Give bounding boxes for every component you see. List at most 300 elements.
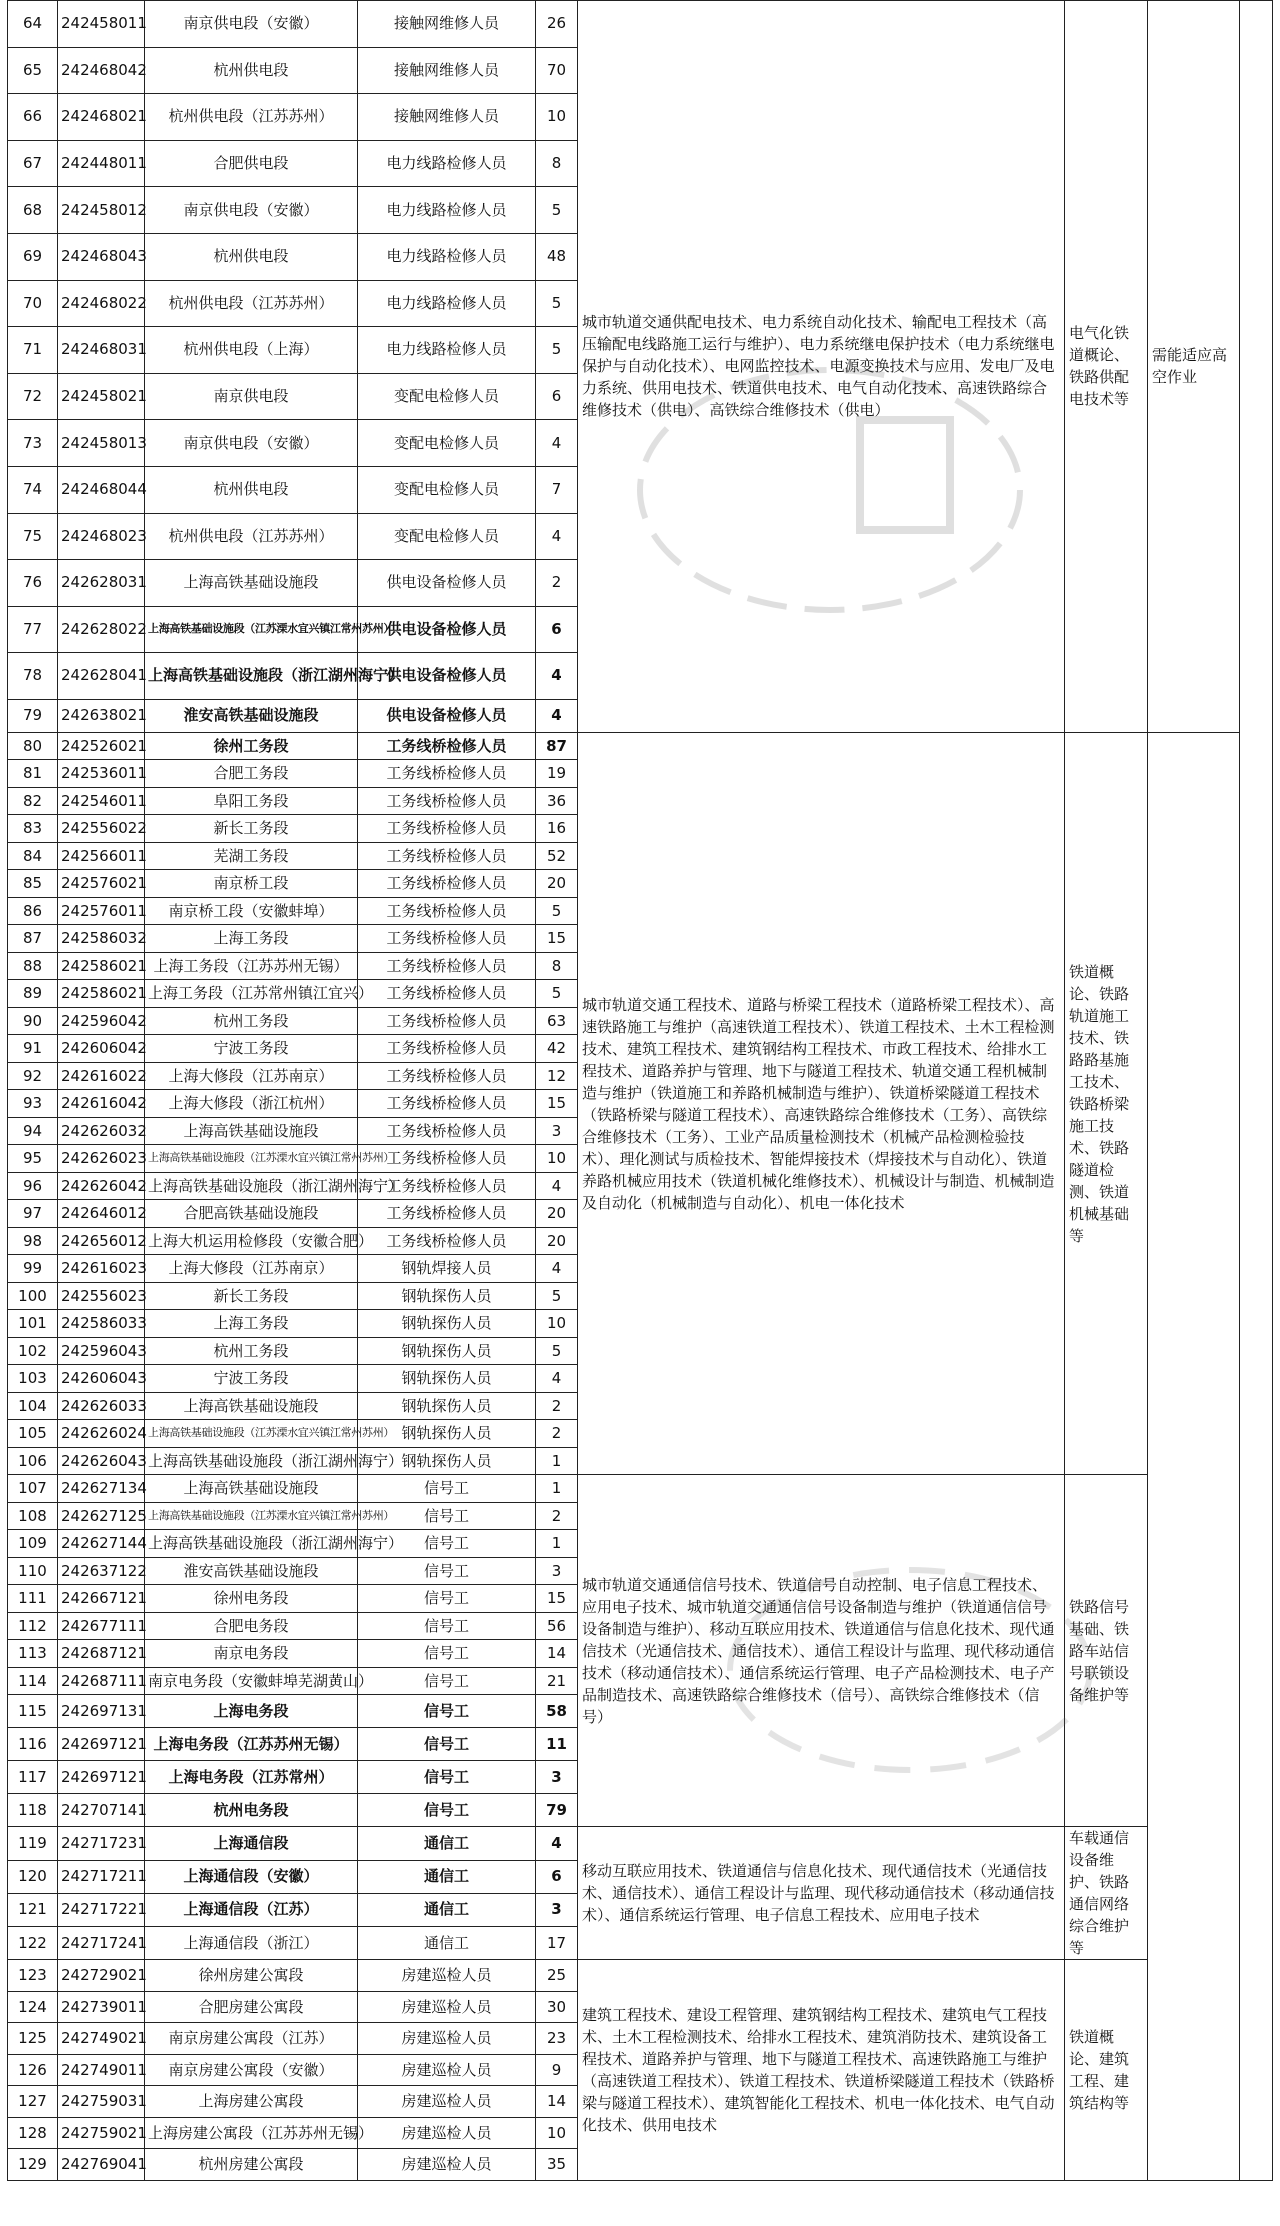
position-code: 242626033: [58, 1392, 145, 1420]
recruiting-unit: 杭州供电段（江苏苏州）: [145, 513, 358, 560]
row-number: 80: [8, 732, 58, 760]
recruiting-unit: 上海高铁基础设施段（江苏溧水宜兴镇江常州苏州）: [145, 606, 358, 653]
headcount: 4: [536, 653, 578, 700]
job-title: 电力线路检修人员: [358, 327, 536, 374]
recruiting-unit: 杭州房建公寓段: [145, 2149, 358, 2181]
recruiting-unit: 上海高铁基础设施段（浙江湖州海宁）: [145, 653, 358, 700]
job-title: 信号工: [358, 1761, 536, 1794]
job-title: 钢轨探伤人员: [358, 1392, 536, 1420]
exam-courses: 电气化铁道概论、铁路供配电技术等: [1065, 1, 1148, 733]
row-number: 107: [8, 1475, 58, 1503]
headcount: 3: [536, 1761, 578, 1794]
headcount: 1: [536, 1447, 578, 1475]
job-title: 房建巡检人员: [358, 1960, 536, 1992]
headcount: 5: [536, 327, 578, 374]
row-number: 111: [8, 1585, 58, 1613]
job-title: 电力线路检修人员: [358, 233, 536, 280]
job-title: 房建巡检人员: [358, 2086, 536, 2118]
recruiting-unit: 杭州供电段: [145, 233, 358, 280]
job-title: 工务线桥检修人员: [358, 732, 536, 760]
job-title: 工务线桥检修人员: [358, 1062, 536, 1090]
row-number: 67: [8, 140, 58, 187]
job-title: 信号工: [358, 1728, 536, 1761]
headcount: 10: [536, 2117, 578, 2149]
row-number: 127: [8, 2086, 58, 2118]
recruiting-unit: 杭州供电段: [145, 466, 358, 513]
position-code: 242677111: [58, 1612, 145, 1640]
recruiting-unit: 上海工务段: [145, 925, 358, 953]
recruiting-unit: 南京供电段（安徽）: [145, 187, 358, 234]
job-title: 信号工: [358, 1502, 536, 1530]
headcount: 20: [536, 1227, 578, 1255]
headcount: 10: [536, 94, 578, 141]
headcount: 2: [536, 1392, 578, 1420]
row-number: 65: [8, 47, 58, 94]
row-number: 76: [8, 560, 58, 607]
headcount: 5: [536, 1282, 578, 1310]
headcount: 42: [536, 1035, 578, 1063]
position-code: 242556022: [58, 815, 145, 843]
position-code: 242468022: [58, 280, 145, 327]
row-number: 113: [8, 1640, 58, 1668]
table-row: [8, 1475, 1273, 1503]
recruiting-unit: 杭州工务段: [145, 1337, 358, 1365]
position-code: 242586032: [58, 925, 145, 953]
position-code: 242667121: [58, 1585, 145, 1613]
position-code: 242576011: [58, 897, 145, 925]
headcount: 70: [536, 47, 578, 94]
row-number: 125: [8, 2023, 58, 2055]
recruiting-unit: 杭州供电段: [145, 47, 358, 94]
headcount: 20: [536, 1200, 578, 1228]
recruiting-unit: 上海高铁基础设施段: [145, 1117, 358, 1145]
headcount: 2: [536, 560, 578, 607]
headcount: 14: [536, 1640, 578, 1668]
headcount: 12: [536, 1062, 578, 1090]
row-number: 118: [8, 1794, 58, 1827]
position-code: 242586021: [58, 952, 145, 980]
position-code: 242468031: [58, 327, 145, 374]
job-title: 变配电检修人员: [358, 373, 536, 420]
job-title: 工务线桥检修人员: [358, 897, 536, 925]
position-code: 242566011: [58, 842, 145, 870]
position-code: 242606043: [58, 1365, 145, 1393]
headcount: 5: [536, 280, 578, 327]
recruiting-unit: 上海通信段（安徽）: [145, 1860, 358, 1893]
job-title: 变配电检修人员: [358, 420, 536, 467]
row-number: 85: [8, 870, 58, 898]
job-title: 信号工: [358, 1612, 536, 1640]
row-number: 99: [8, 1255, 58, 1283]
row-number: 69: [8, 233, 58, 280]
headcount: 2: [536, 1420, 578, 1448]
row-number: 64: [8, 1, 58, 48]
exam-courses: 铁路信号基础、铁路车站信号联锁设备维护等: [1065, 1475, 1148, 1827]
job-title: 信号工: [358, 1557, 536, 1585]
job-title: 房建巡检人员: [358, 2149, 536, 2181]
row-number: 106: [8, 1447, 58, 1475]
position-code: 242458021: [58, 373, 145, 420]
recruiting-unit: 上海工务段（江苏常州镇江宜兴）: [145, 980, 358, 1008]
row-number: 120: [8, 1860, 58, 1893]
edge-cell: [1240, 1, 1273, 2181]
recruiting-unit: 南京房建公寓段（安徽）: [145, 2054, 358, 2086]
row-number: 129: [8, 2149, 58, 2181]
job-title: 供电设备检修人员: [358, 699, 536, 732]
row-number: 128: [8, 2117, 58, 2149]
job-title: 工务线桥检修人员: [358, 980, 536, 1008]
position-code: 242626023: [58, 1145, 145, 1173]
position-code: 242729021: [58, 1960, 145, 1992]
position-code: 242468043: [58, 233, 145, 280]
recruiting-unit: 合肥工务段: [145, 760, 358, 788]
row-number: 110: [8, 1557, 58, 1585]
position-code: 242637122: [58, 1557, 145, 1585]
headcount: 9: [536, 2054, 578, 2086]
position-code: 242628022: [58, 606, 145, 653]
position-code: 242628031: [58, 560, 145, 607]
position-code: 242458012: [58, 187, 145, 234]
recruiting-unit: 上海高铁基础设施段（江苏溧水宜兴镇江常州苏州）: [145, 1145, 358, 1173]
job-title: 房建巡检人员: [358, 2023, 536, 2055]
job-title: 信号工: [358, 1695, 536, 1728]
row-number: 82: [8, 787, 58, 815]
headcount: 4: [536, 699, 578, 732]
headcount: 19: [536, 760, 578, 788]
position-code: 242627144: [58, 1530, 145, 1558]
recruiting-unit: 上海大修段（浙江杭州）: [145, 1090, 358, 1118]
row-number: 124: [8, 1991, 58, 2023]
recruiting-unit: 上海高铁基础设施段（浙江湖州海宁）: [145, 1530, 358, 1558]
job-title: 工务线桥检修人员: [358, 870, 536, 898]
row-number: 81: [8, 760, 58, 788]
row-number: 114: [8, 1667, 58, 1695]
job-title: 工务线桥检修人员: [358, 1117, 536, 1145]
recruiting-unit: 杭州供电段（江苏苏州）: [145, 94, 358, 141]
row-number: 116: [8, 1728, 58, 1761]
headcount: 1: [536, 1530, 578, 1558]
position-code: 242707141: [58, 1794, 145, 1827]
recruiting-unit: 杭州供电段（江苏苏州）: [145, 280, 358, 327]
recruiting-unit: 上海高铁基础设施段: [145, 1392, 358, 1420]
job-title: 钢轨焊接人员: [358, 1255, 536, 1283]
headcount: 15: [536, 1090, 578, 1118]
position-code: 242687111: [58, 1667, 145, 1695]
headcount: 56: [536, 1612, 578, 1640]
headcount: 79: [536, 1794, 578, 1827]
row-number: 88: [8, 952, 58, 980]
row-number: 70: [8, 280, 58, 327]
headcount: 10: [536, 1310, 578, 1338]
row-number: 109: [8, 1530, 58, 1558]
job-title: 工务线桥检修人员: [358, 815, 536, 843]
headcount: 5: [536, 187, 578, 234]
recruiting-unit: 南京桥工段（安徽蚌埠）: [145, 897, 358, 925]
exam-courses: 铁道概论、建筑工程、建筑结构等: [1065, 1960, 1148, 2181]
headcount: 11: [536, 1728, 578, 1761]
recruiting-unit: 上海工务段（江苏苏州无锡）: [145, 952, 358, 980]
row-number: 93: [8, 1090, 58, 1118]
position-code: 242627125: [58, 1502, 145, 1530]
position-code: 242697121: [58, 1761, 145, 1794]
recruiting-unit: 淮安高铁基础设施段: [145, 699, 358, 732]
recruiting-unit: 南京供电段: [145, 373, 358, 420]
row-number: 75: [8, 513, 58, 560]
required-majors: 建筑工程技术、建设工程管理、建筑钢结构工程技术、建筑电气工程技术、土木工程检测技术、给排水工程技术、建筑消防技术、建筑设备工程技术、道路养护与管理、地下与隧道工程技术、高速铁路施工与维护（高速铁道工程技术）、铁道工程技术、铁道桥梁隧道工程技术（铁路桥梁与隧道工程技术）、建筑智能化工程技术、机电一体化技术、电气自动化技术、供用电技术: [578, 1960, 1065, 2181]
position-code: 242628041: [58, 653, 145, 700]
row-number: 121: [8, 1893, 58, 1926]
job-title: 工务线桥检修人员: [358, 1145, 536, 1173]
headcount: 58: [536, 1695, 578, 1728]
position-code: 242717211: [58, 1860, 145, 1893]
position-code: 242448011: [58, 140, 145, 187]
row-number: 91: [8, 1035, 58, 1063]
job-title: 信号工: [358, 1585, 536, 1613]
row-number: 71: [8, 327, 58, 374]
recruiting-unit: 南京房建公寓段（江苏）: [145, 2023, 358, 2055]
required-majors: 移动互联应用技术、铁道通信与信息化技术、现代通信技术（光通信技术、通信技术）、通信工程设计与监理、现代移动通信技术（移动通信技术）、通信系统运行管理、电子信息工程技术、应用电子技术: [578, 1827, 1065, 1960]
job-title: 钢轨探伤人员: [358, 1282, 536, 1310]
row-number: 112: [8, 1612, 58, 1640]
row-number: 73: [8, 420, 58, 467]
recruiting-unit: 上海大修段（江苏南京）: [145, 1062, 358, 1090]
row-number: 103: [8, 1365, 58, 1393]
exam-courses: 车载通信设备维护、铁路通信网络综合维护等: [1065, 1827, 1148, 1960]
recruiting-unit: 合肥电务段: [145, 1612, 358, 1640]
row-number: 68: [8, 187, 58, 234]
position-code: 242586021: [58, 980, 145, 1008]
position-code: 242739011: [58, 1991, 145, 2023]
row-number: 102: [8, 1337, 58, 1365]
recruiting-unit: 杭州工务段: [145, 1007, 358, 1035]
headcount: 8: [536, 952, 578, 980]
headcount: 2: [536, 1502, 578, 1530]
headcount: 3: [536, 1117, 578, 1145]
job-title: 变配电检修人员: [358, 513, 536, 560]
recruiting-unit: 合肥供电段: [145, 140, 358, 187]
headcount: 17: [536, 1927, 578, 1960]
headcount: 7: [536, 466, 578, 513]
headcount: 21: [536, 1667, 578, 1695]
headcount: 16: [536, 815, 578, 843]
position-code: 242556023: [58, 1282, 145, 1310]
headcount: 25: [536, 1960, 578, 1992]
headcount: 63: [536, 1007, 578, 1035]
recruiting-unit: 淮安高铁基础设施段: [145, 1557, 358, 1585]
recruiting-unit: 徐州工务段: [145, 732, 358, 760]
recruiting-unit: 宁波工务段: [145, 1365, 358, 1393]
recruiting-unit: 上海高铁基础设施段（江苏溧水宜兴镇江常州苏州）: [145, 1420, 358, 1448]
position-code: 242626043: [58, 1447, 145, 1475]
position-code: 242576021: [58, 870, 145, 898]
table-body: [8, 1, 1273, 2181]
recruiting-unit: 徐州电务段: [145, 1585, 358, 1613]
required-majors: 城市轨道交通通信信号技术、铁道信号自动控制、电子信息工程技术、应用电子技术、城市轨道交通通信信号设备制造与维护（铁道通信信号设备制造与维护）、移动互联应用技术、铁道通信与信息化技术、现代通信技术（光通信技术、通信技术）、通信工程设计与监理、现代移动通信技术（移动通信技术）、通信系统运行管理、电子产品检测技术、电子产品制造技术、高速铁路综合维修技术（信号）、高铁综合维修技术（信号）: [578, 1475, 1065, 1827]
recruiting-unit: 南京桥工段: [145, 870, 358, 898]
recruiting-unit: 上海房建公寓段（江苏苏州无锡）: [145, 2117, 358, 2149]
job-title: 钢轨探伤人员: [358, 1365, 536, 1393]
row-number: 77: [8, 606, 58, 653]
job-title: 通信工: [358, 1860, 536, 1893]
recruiting-unit: 宁波工务段: [145, 1035, 358, 1063]
table-row: [8, 1960, 1273, 1992]
row-number: 83: [8, 815, 58, 843]
position-code: 242468021: [58, 94, 145, 141]
job-title: 钢轨探伤人员: [358, 1337, 536, 1365]
headcount: 3: [536, 1893, 578, 1926]
headcount: 6: [536, 606, 578, 653]
position-code: 242749021: [58, 2023, 145, 2055]
row-number: 117: [8, 1761, 58, 1794]
row-number: 90: [8, 1007, 58, 1035]
job-title: 接触网维修人员: [358, 47, 536, 94]
row-number: 119: [8, 1827, 58, 1860]
job-title: 工务线桥检修人员: [358, 1007, 536, 1035]
headcount: 14: [536, 2086, 578, 2118]
position-code: 242468042: [58, 47, 145, 94]
position-code: 242717221: [58, 1893, 145, 1926]
job-title: 通信工: [358, 1927, 536, 1960]
position-code: 242526021: [58, 732, 145, 760]
job-title: 钢轨探伤人员: [358, 1447, 536, 1475]
position-code: 242749011: [58, 2054, 145, 2086]
recruiting-unit: 上海通信段（浙江）: [145, 1927, 358, 1960]
position-code: 242468044: [58, 466, 145, 513]
recruiting-unit: 上海大机运用检修段（安徽合肥）: [145, 1227, 358, 1255]
recruiting-unit: 阜阳工务段: [145, 787, 358, 815]
position-code: 242546011: [58, 787, 145, 815]
position-code: 242717231: [58, 1827, 145, 1860]
row-number: 92: [8, 1062, 58, 1090]
position-code: 242586033: [58, 1310, 145, 1338]
row-number: 122: [8, 1927, 58, 1960]
headcount: 5: [536, 897, 578, 925]
row-number: 87: [8, 925, 58, 953]
row-number: 98: [8, 1227, 58, 1255]
job-title: 房建巡检人员: [358, 2117, 536, 2149]
recruiting-unit: 上海电务段（江苏苏州无锡）: [145, 1728, 358, 1761]
position-code: 242458013: [58, 420, 145, 467]
recruiting-unit: 上海电务段（江苏常州）: [145, 1761, 358, 1794]
headcount: 10: [536, 1145, 578, 1173]
job-title: 变配电检修人员: [358, 466, 536, 513]
job-title: 信号工: [358, 1640, 536, 1668]
job-title: 工务线桥检修人员: [358, 842, 536, 870]
job-title: 工务线桥检修人员: [358, 1090, 536, 1118]
job-title: 接触网维修人员: [358, 1, 536, 48]
row-number: 96: [8, 1172, 58, 1200]
position-code: 242606042: [58, 1035, 145, 1063]
recruiting-unit: 上海电务段: [145, 1695, 358, 1728]
headcount: 35: [536, 2149, 578, 2181]
position-code: 242759021: [58, 2117, 145, 2149]
table-row: [8, 1, 1273, 48]
row-number: 123: [8, 1960, 58, 1992]
position-code: 242627134: [58, 1475, 145, 1503]
recruiting-unit: 新长工务段: [145, 1282, 358, 1310]
headcount: 26: [536, 1, 578, 48]
job-title: 电力线路检修人员: [358, 187, 536, 234]
job-title: 工务线桥检修人员: [358, 787, 536, 815]
position-code: 242656012: [58, 1227, 145, 1255]
job-title: 供电设备检修人员: [358, 606, 536, 653]
recruiting-unit: 上海大修段（江苏南京）: [145, 1255, 358, 1283]
job-title: 工务线桥检修人员: [358, 1227, 536, 1255]
job-title: 信号工: [358, 1667, 536, 1695]
job-title: 工务线桥检修人员: [358, 925, 536, 953]
exam-courses: 铁道概论、铁路轨道施工技术、铁路路基施工技术、铁路桥梁施工技术、铁路隧道检测、铁道机械基础等: [1065, 732, 1148, 1475]
position-code: 242616023: [58, 1255, 145, 1283]
recruiting-unit: 合肥高铁基础设施段: [145, 1200, 358, 1228]
recruiting-unit: 南京供电段（安徽）: [145, 1, 358, 48]
headcount: 1: [536, 1475, 578, 1503]
job-title: 房建巡检人员: [358, 2054, 536, 2086]
required-majors: 城市轨道交通工程技术、道路与桥梁工程技术（道路桥梁工程技术）、高速铁路施工与维护（高速铁道工程技术）、铁道工程技术、土木工程检测技术、建筑工程技术、建筑钢结构工程技术、市政工程技术、给排水工程技术、道路养护与管理、地下与隧道工程技术、轨道交通工程机械制造与维护（铁道施工和养路机械制造与维护）、铁道桥梁隧道工程技术（铁路桥梁与隧道工程技术）、高速铁路综合维修技术（工务）、高铁综合维修技术（工务）、工业产品质量检测技术（机械产品检测检验技术）、理化测试与质检技术、智能焊接技术（焊接技术与自动化）、铁道养路机械应用技术（铁道机械化维修技术）、机械设计与制造、机械制造及自动化（机械制造与自动化）、机电一体化技术: [578, 732, 1065, 1475]
job-title: 工务线桥检修人员: [358, 760, 536, 788]
position-code: 242717241: [58, 1927, 145, 1960]
recruiting-unit: 上海工务段: [145, 1310, 358, 1338]
row-number: 84: [8, 842, 58, 870]
row-number: 104: [8, 1392, 58, 1420]
position-code: 242458011: [58, 1, 145, 48]
position-code: 242596042: [58, 1007, 145, 1035]
position-code: 242626032: [58, 1117, 145, 1145]
position-code: 242626042: [58, 1172, 145, 1200]
row-number: 86: [8, 897, 58, 925]
position-code: 242616042: [58, 1090, 145, 1118]
required-majors: 城市轨道交通供配电技术、电力系统自动化技术、输配电工程技术（高压输配电线路施工运行与维护）、电力系统继电保护技术（电力系统继电保护与自动化技术）、电网监控技术、电源变换技术与应用、发电厂及电力系统、供用电技术、铁道供电技术、电气自动化技术、高速铁路综合维修技术（供电）、高铁综合维修技术（供电）: [578, 1, 1065, 733]
job-title: 供电设备检修人员: [358, 653, 536, 700]
recruiting-unit: 上海通信段（江苏）: [145, 1893, 358, 1926]
job-title: 电力线路检修人员: [358, 280, 536, 327]
headcount: 4: [536, 1827, 578, 1860]
headcount: 4: [536, 1172, 578, 1200]
position-code: 242759031: [58, 2086, 145, 2118]
recruiting-unit: 上海高铁基础设施段（江苏溧水宜兴镇江常州苏州）: [145, 1502, 358, 1530]
position-code: 242536011: [58, 760, 145, 788]
recruiting-unit: 上海高铁基础设施段（浙江湖州海宁）: [145, 1447, 358, 1475]
row-number: 115: [8, 1695, 58, 1728]
row-number: 72: [8, 373, 58, 420]
row-number: 97: [8, 1200, 58, 1228]
job-title: 电力线路检修人员: [358, 140, 536, 187]
headcount: 52: [536, 842, 578, 870]
headcount: 6: [536, 373, 578, 420]
job-title: 信号工: [358, 1530, 536, 1558]
job-title: 钢轨探伤人员: [358, 1310, 536, 1338]
headcount: 8: [536, 140, 578, 187]
recruiting-unit: 新长工务段: [145, 815, 358, 843]
recruitment-table: [7, 0, 1273, 2181]
remark-empty: [1148, 732, 1240, 2180]
headcount: 20: [536, 870, 578, 898]
position-code: 242646012: [58, 1200, 145, 1228]
position-code: 242769041: [58, 2149, 145, 2181]
job-title: 通信工: [358, 1827, 536, 1860]
job-title: 房建巡检人员: [358, 1991, 536, 2023]
position-code: 242468023: [58, 513, 145, 560]
job-title: 工务线桥检修人员: [358, 1172, 536, 1200]
table-row: [8, 1827, 1273, 1860]
recruiting-unit: 上海房建公寓段: [145, 2086, 358, 2118]
job-title: 供电设备检修人员: [358, 560, 536, 607]
job-title: 工务线桥检修人员: [358, 1035, 536, 1063]
headcount: 48: [536, 233, 578, 280]
headcount: 4: [536, 1365, 578, 1393]
headcount: 3: [536, 1557, 578, 1585]
headcount: 87: [536, 732, 578, 760]
row-number: 89: [8, 980, 58, 1008]
